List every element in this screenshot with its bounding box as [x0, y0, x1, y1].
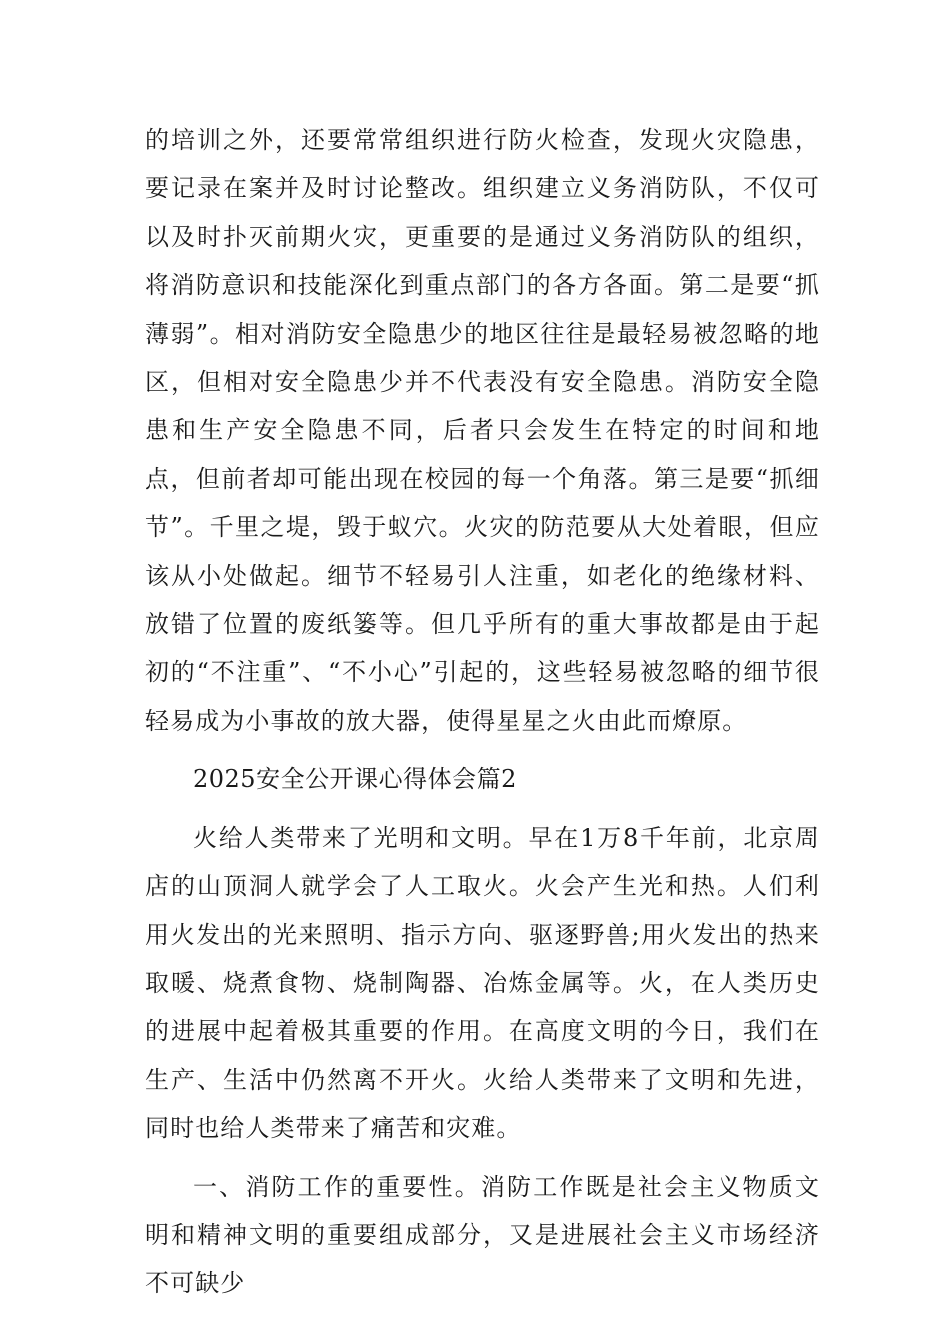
spacer: [145, 804, 820, 814]
body-paragraph-fire: 火给人类带来了光明和文明。早在1万8千年前，北京周店的山顶洞人就学会了人工取火。火会产生光和热。人们利用火发出的光来照明、指示方向、驱逐野兽;用火发出的热来取暖、烧煮食物、烧制陶器、冶炼金属等。火，在人类历史的进展中起着极其重要的作用。在高度文明的今日，我们在生产、生活中仍然离不开火。火给人类带来了文明和先进，同时也给人类带来了痛苦和灾难。: [145, 823, 820, 1143]
spacer: [145, 745, 820, 755]
body-paragraph-continued: 的培训之外，还要常常组织进行防火检查，发现火灾隐患，要记录在案并及时讨论整改。组织建立义务消防队，不仅可以及时扑灭前期火灾，更重要的是通过义务消防队的组织，将消防意识和技能深化到重点部门的各方各面。第二是要“抓薄弱”。相对消防安全隐患少的地区往往是最轻易被忽略的地区，但相对安全隐患少并不代表没有安全隐患。消防安全隐患和生产安全隐患不同，后者只会发生在特定的时间和地点，但前者却可能出现在校园的每一个角落。第三是要“抓细节”。千里之堤，毁于蚁穴。火灾的防范要从大处着眼，但应该从小处做起。细节不轻易引人注重，如老化的绝缘材料、放错了位置的废纸篓等。但几乎所有的重大事故都是由于起初的“不注重”、“不小心”引起的，这些轻易被忽略的细节很轻易成为小事故的放大器，使得星星之火由此而燎原。: [145, 126, 820, 735]
section-heading: 2025安全公开课心得体会篇2: [193, 765, 517, 794]
body-paragraph-importance: 一、消防工作的重要性。消防工作既是社会主义物质文明和精神文明的重要组成部分，又是进展社会主义市场经济不可缺少: [145, 1172, 820, 1298]
spacer: [145, 1153, 820, 1163]
document-page: [145, 116, 820, 1308]
